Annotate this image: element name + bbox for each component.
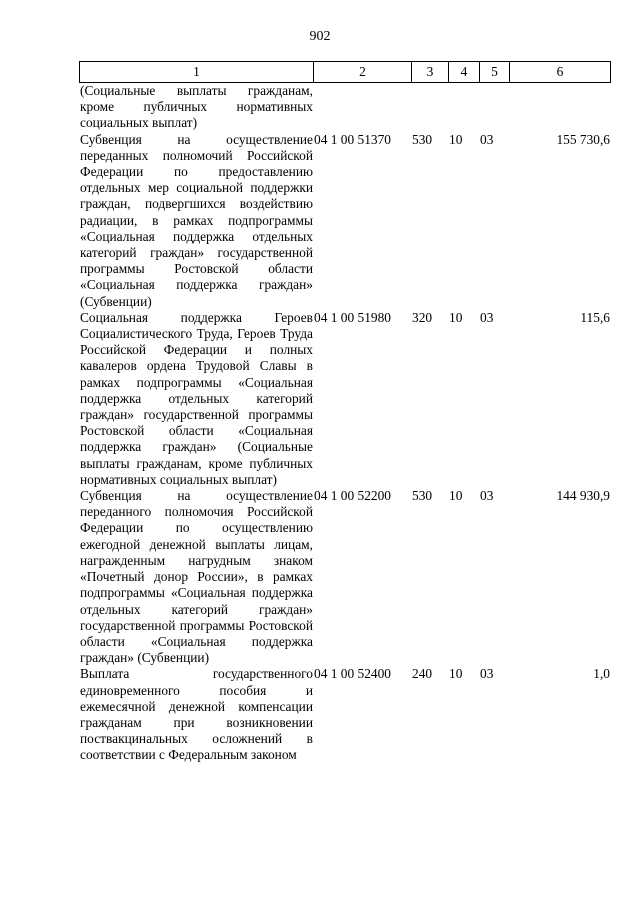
row-subsection: 03 bbox=[480, 488, 494, 504]
row-section bbox=[449, 83, 480, 132]
row-name: Социальная поддержка Героев Социалистического Труда, Героев Труда Российской Федерации и полных кавалеров ордена Трудовой Славы в рамках подпрограммы «Социальная поддержка отдельных категорий граждан» государственной программы Ростовской области «Социальная поддержка граждан» (Социальные выплаты гражданам, кроме публичных нормативных социальных выплат) bbox=[80, 309, 313, 487]
row-subsection: 03 bbox=[480, 666, 494, 682]
row-expense-type: 530 bbox=[412, 488, 433, 504]
row-subsection: 03 bbox=[480, 131, 494, 147]
header-row bbox=[80, 62, 611, 83]
row-section: 10 bbox=[449, 131, 463, 147]
budget-table bbox=[79, 61, 611, 764]
table-row bbox=[80, 488, 611, 666]
row-name: (Социальные выплаты гражданам, кроме публичных нормативных социальных выплат) bbox=[80, 83, 313, 131]
row-amount: 144 930,9 bbox=[556, 488, 610, 504]
header-col-4: 4 bbox=[449, 62, 480, 83]
row-target-code: 04 1 00 52400 bbox=[314, 666, 391, 682]
row-target-code bbox=[314, 83, 412, 132]
row-expense-type: 240 bbox=[412, 666, 433, 682]
table-row bbox=[80, 132, 611, 310]
row-expense-type: 320 bbox=[412, 309, 433, 325]
row-section: 10 bbox=[449, 488, 463, 504]
header-col-1: 1 bbox=[80, 62, 314, 83]
row-subsection bbox=[480, 83, 510, 132]
table-row bbox=[80, 83, 611, 132]
header-col-5: 5 bbox=[480, 62, 510, 83]
row-target-code: 04 1 00 52200 bbox=[314, 488, 391, 504]
row-name: Субвенция на осуществление переданных полномочий Российской Федерации по предоставлению отдельных мер социальной поддержки граждан, подвергшихся воздействию радиации, в рамках подпрограммы «Социальная поддержка отдельных категорий граждан» государственной программы Ростовской области «Социальная поддержка граждан» (Субвенции) bbox=[80, 131, 313, 309]
table-row bbox=[80, 666, 611, 763]
row-name: Выплата государственного единовременного пособия и ежемесячной денежной компенсации гражданам при возникновении поствакцинальных осложнений в соответствии с Федеральным законом bbox=[80, 666, 313, 763]
row-amount: 115,6 bbox=[580, 309, 610, 325]
header-col-3: 3 bbox=[412, 62, 449, 83]
row-amount: 1,0 bbox=[593, 666, 610, 682]
row-name: Субвенция на осуществление переданного полномочия Российской Федерации по осуществлению ежегодной денежной выплаты лицам, награжденным нагрудным знаком «Почетный донор России», в рамках подпрограммы «Социальная поддержка отдельных категорий граждан» государственной программы Ростовской области «Социальная поддержка граждан» (Субвенции) bbox=[80, 488, 313, 666]
row-section: 10 bbox=[449, 666, 463, 682]
header-col-6: 6 bbox=[510, 62, 611, 83]
row-target-code: 04 1 00 51370 bbox=[314, 131, 391, 147]
page-number: 902 bbox=[309, 29, 331, 44]
table-row bbox=[80, 310, 611, 488]
row-subsection: 03 bbox=[480, 309, 494, 325]
row-section: 10 bbox=[449, 309, 463, 325]
row-target-code: 04 1 00 51980 bbox=[314, 309, 391, 325]
row-amount: 155 730,6 bbox=[556, 131, 610, 147]
row-expense-type bbox=[412, 83, 449, 132]
row-amount bbox=[510, 83, 611, 132]
row-expense-type: 530 bbox=[412, 131, 433, 147]
header-col-2: 2 bbox=[314, 62, 412, 83]
